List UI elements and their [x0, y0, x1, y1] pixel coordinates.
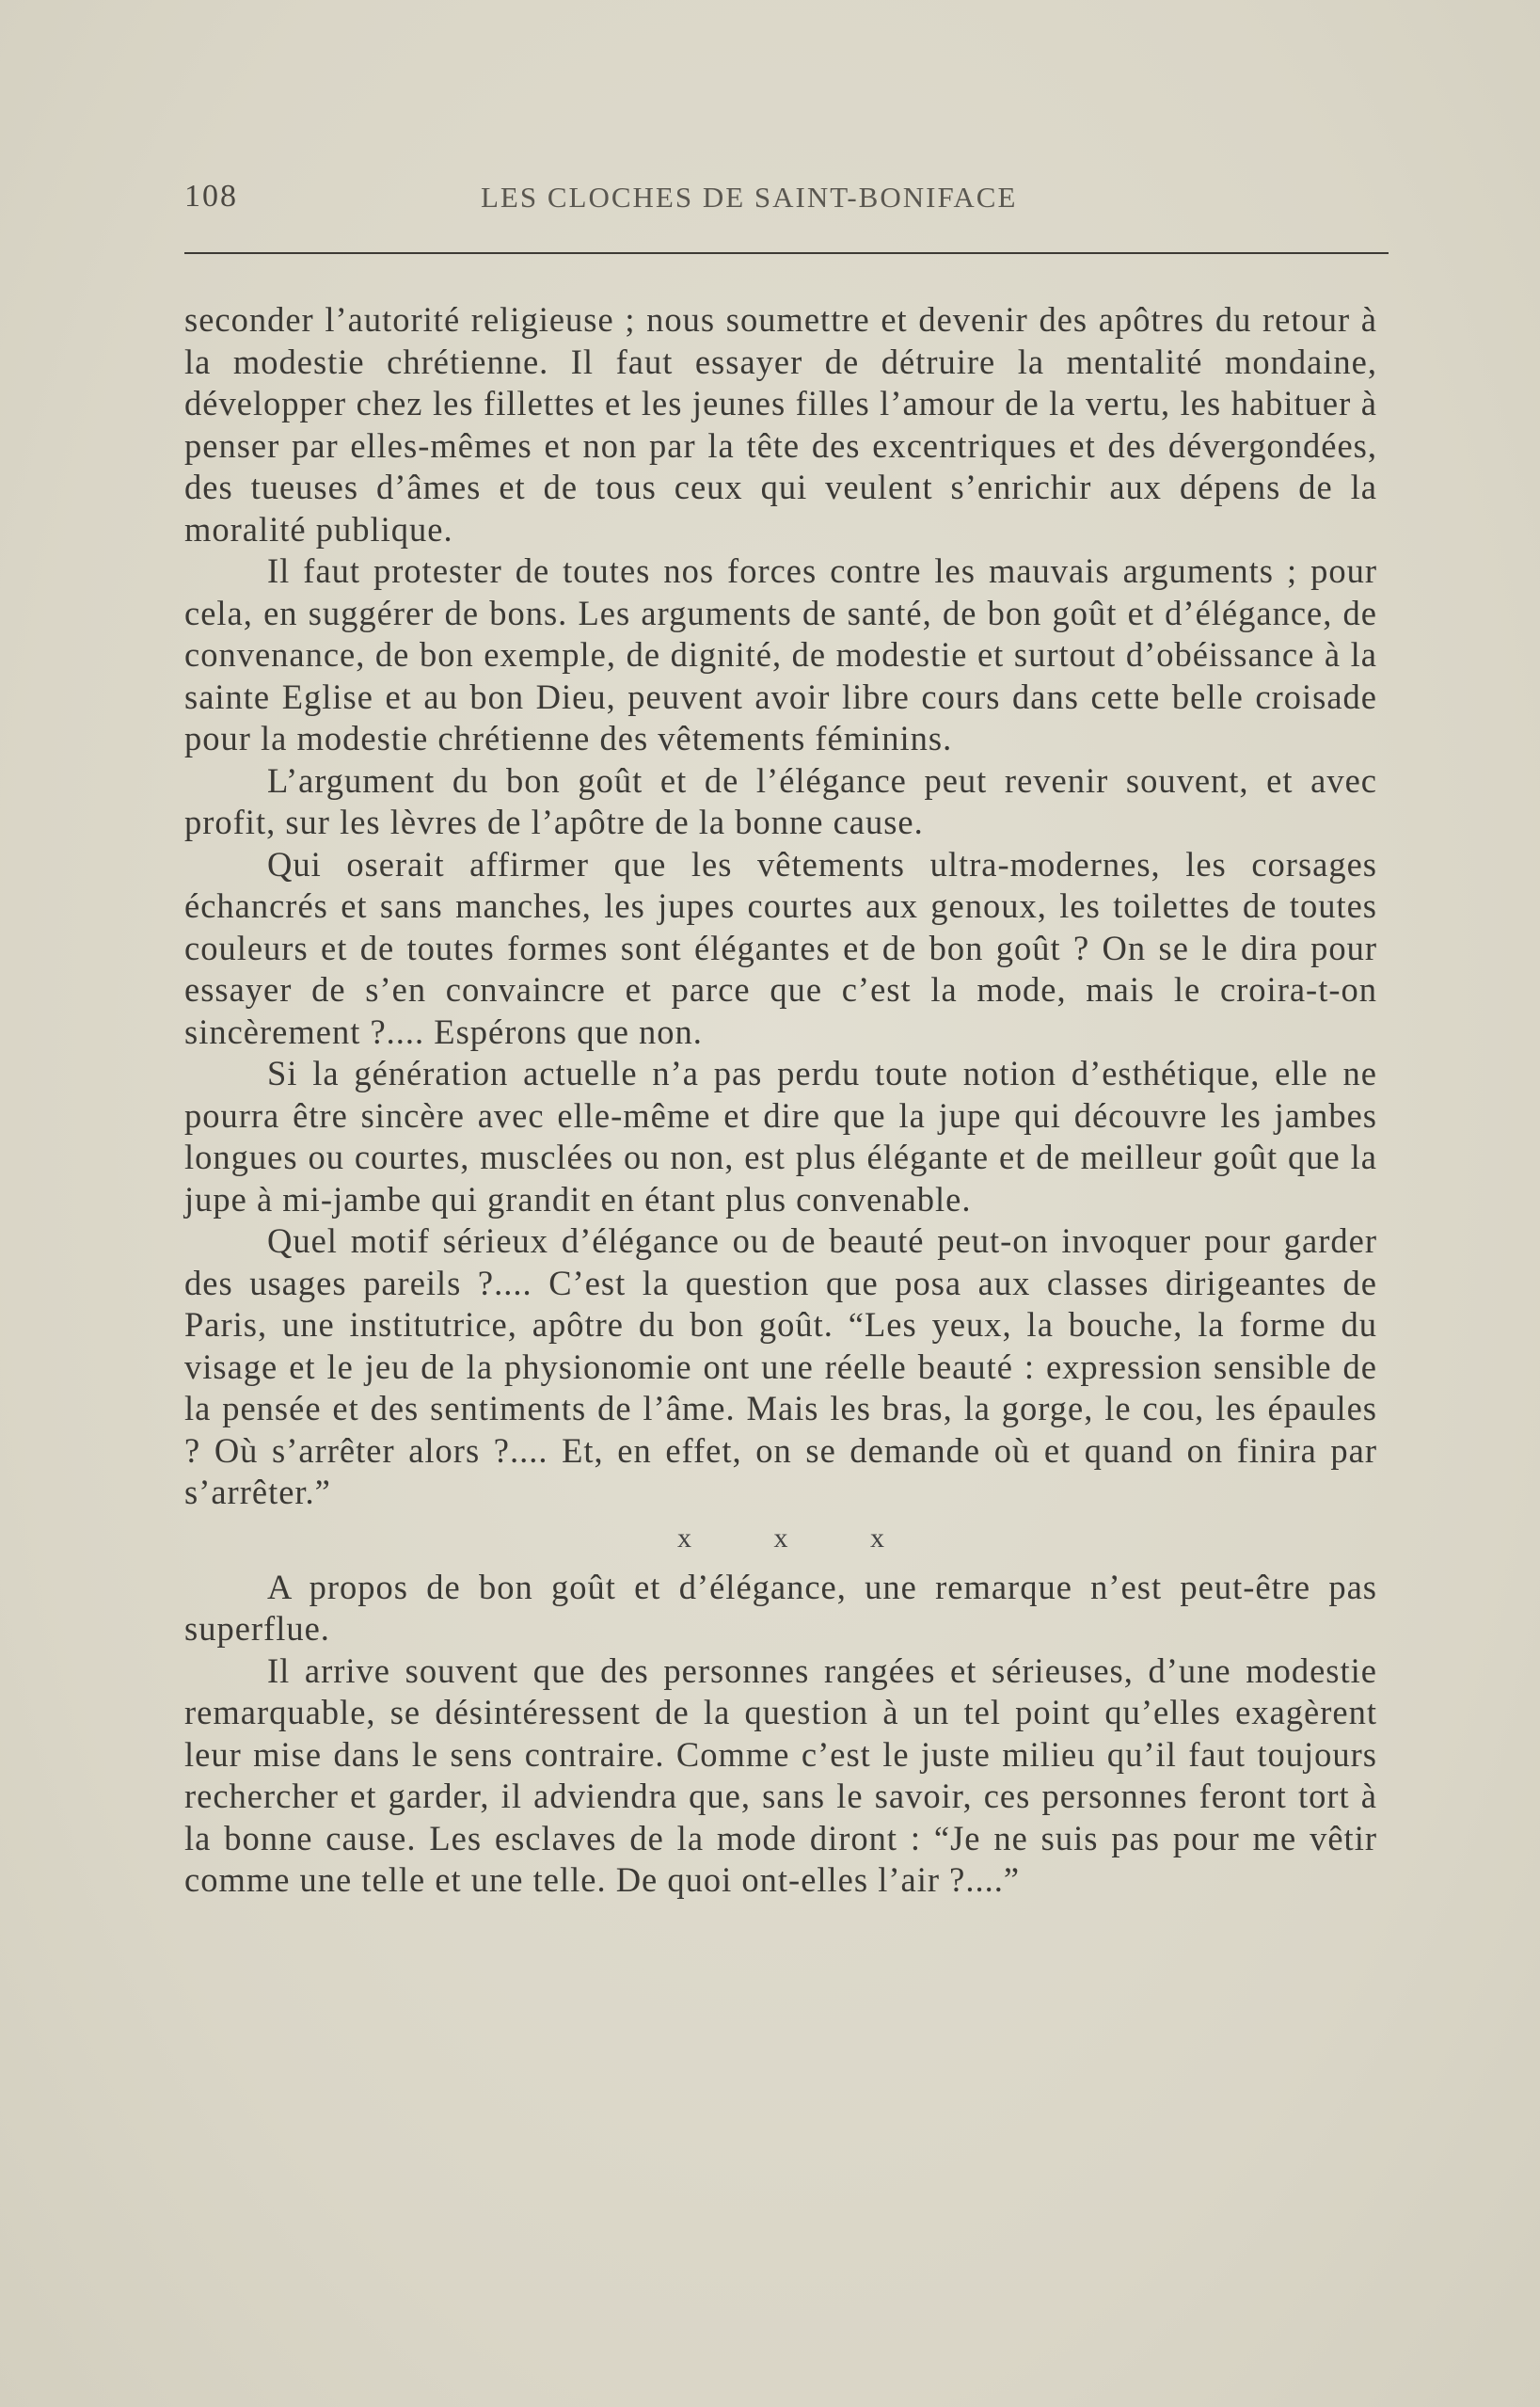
- paragraph: Quel motif sérieux d’élégance ou de beauté peut-on invoquer pour garder des usages pareils ?.... C’est la question que posa aux classes dirigeantes de Paris, une institutrice, apôtre du bon goût. “Les yeux, la bouche, la forme du visage et le jeu de la physionomie ont une réelle beauté : expression sensible de la pensée et des sentiments de l’âme. Mais les bras, la gorge, le cou, les épaules ? Où s’arrêter alors ?.... Et, en effet, on se demande où et quand on finira par s’arrêter.”: [184, 1221, 1377, 1511]
- paragraph: seconder l’autorité religieuse ; nous soumettre et devenir des apôtres du retour à la modestie chrétienne. Il faut essayer de détruire la mentalité mondaine, développer chez les fillettes et les jeunes filles l’amour de la vertu, les habituer à penser par elles-mêmes et non par la tête des excentriques et des dévergondées, des tueuses d’âmes et de tous ceux qui veulent s’enrichir aux dépens de la moralité publique.: [184, 300, 1377, 549]
- paragraph: Il faut protester de toutes nos forces contre les mauvais arguments ; pour cela, en suggérer de bons. Les arguments de santé, de bon goût et d’élégance, de convenance, de bon exemple, de dignité, de modestie et surtout d’obéissance à la sainte Eglise et au bon Dieu, peuvent avoir libre cours dans cette belle croisade pour la modestie chrétienne des vêtements féminins.: [184, 551, 1377, 757]
- paragraph: Si la génération actuelle n’a pas perdu toute notion d’esthétique, elle ne pourra être sincère avec elle-même et dire que la jupe qui découvre les jambes longues ou courtes, musclées ou non, est plus élégante et de meilleur goût que la jupe à mi-jambe qui grandit en étant plus convenable.: [184, 1054, 1377, 1219]
- paragraph: Qui oserait affirmer que les vêtements ultra-modernes, les corsages échancrés et sans manches, les jupes courtes aux genoux, les toilettes de toutes couleurs et de toutes formes sont élégantes et de bon goût ? On se le dira pour essayer de s’en convaincre et parce que c’est la mode, mais le croira-t-on sincèrement ?.... Espérons que non.: [184, 844, 1377, 1051]
- header-rule: [184, 252, 1389, 254]
- paragraph: A propos de bon goût et d’élégance, une remarque n’est peut-être pas superflue.: [184, 1567, 1377, 1648]
- paragraph: Il arrive souvent que des personnes rangées et sérieuses, d’une modestie remarquable, se désintéressent de la question à un tel point qu’elles exagèrent leur mise dans le sens contraire. Comme c’est le juste milieu qu’il faut toujours rechercher et garder, il adviendra que, sans le savoir, ces personnes feront tort à la bonne cause. Les esclaves de la mode diront : “Je ne suis pas pour me vêtir comme une telle et une telle. De quoi ont-elles l’air ?....”: [184, 1650, 1377, 1899]
- body-text: [184, 299, 1377, 1902]
- running-head: LES CLOCHES DE SAINT-BONIFACE: [481, 181, 1018, 214]
- section-separator: x x x: [677, 1522, 922, 1554]
- page-header: [184, 179, 1389, 220]
- paragraph: L’argument du bon goût et de l’élégance peut revenir souvent, et avec profit, sur les lèvres de l’apôtre de la bonne cause.: [184, 760, 1377, 841]
- page-number: 108: [184, 179, 238, 214]
